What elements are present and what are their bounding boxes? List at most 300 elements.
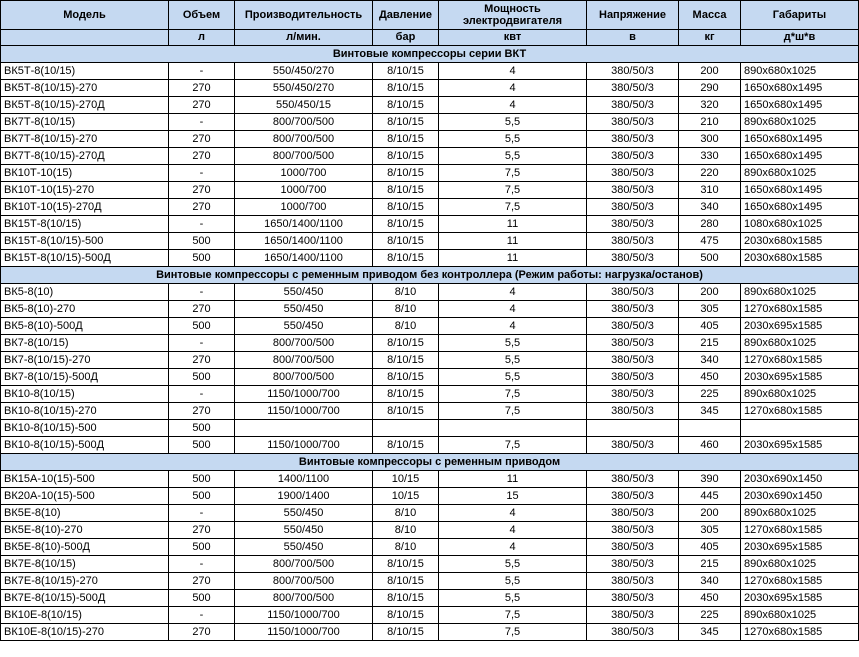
cell-pressure: 8/10/15 <box>373 199 439 216</box>
cell-pressure: 8/10/15 <box>373 131 439 148</box>
cell-model: ВК5-8(10)-500Д <box>1 318 169 335</box>
cell-mass: 305 <box>679 522 741 539</box>
cell-pressure: 8/10/15 <box>373 607 439 624</box>
cell-mass: 330 <box>679 148 741 165</box>
cell-capacity: 550/450/270 <box>235 63 373 80</box>
cell-volume: 500 <box>169 369 235 386</box>
cell-capacity: 550/450 <box>235 318 373 335</box>
cell-motor-power: 5,5 <box>439 114 587 131</box>
cell-capacity: 800/700/500 <box>235 369 373 386</box>
cell-motor-power: 7,5 <box>439 437 587 454</box>
cell-capacity: 1000/700 <box>235 165 373 182</box>
cell-model: ВК5Т-8(10/15)-270Д <box>1 97 169 114</box>
table-row <box>1 369 859 386</box>
cell-model: ВК5Е-8(10) <box>1 505 169 522</box>
cell-mass: 280 <box>679 216 741 233</box>
cell-dimensions: 890x680x1025 <box>741 505 859 522</box>
cell-model: ВК10Е-8(10/15) <box>1 607 169 624</box>
cell-voltage: 380/50/3 <box>587 624 679 641</box>
units-row <box>1 30 859 46</box>
cell-dimensions: 1650x680x1495 <box>741 80 859 97</box>
cell-model: ВК7-8(10/15) <box>1 335 169 352</box>
cell-capacity: 1150/1000/700 <box>235 386 373 403</box>
cell-volume: 500 <box>169 539 235 556</box>
cell-voltage: 380/50/3 <box>587 63 679 80</box>
cell-voltage: 380/50/3 <box>587 114 679 131</box>
cell-volume: 500 <box>169 471 235 488</box>
cell-dimensions: 1270x680x1585 <box>741 522 859 539</box>
cell-capacity: 1650/1400/1100 <box>235 233 373 250</box>
unit-pressure: бар <box>373 30 439 46</box>
cell-voltage: 380/50/3 <box>587 403 679 420</box>
unit-motor-power: квт <box>439 30 587 46</box>
cell-mass: 340 <box>679 352 741 369</box>
cell-voltage: 380/50/3 <box>587 148 679 165</box>
table-row <box>1 318 859 335</box>
cell-motor-power: 4 <box>439 522 587 539</box>
cell-motor-power: 4 <box>439 301 587 318</box>
cell-dimensions: 1650x680x1495 <box>741 182 859 199</box>
unit-volume: л <box>169 30 235 46</box>
cell-capacity: 1400/1100 <box>235 471 373 488</box>
cell-mass: 405 <box>679 318 741 335</box>
cell-motor-power: 4 <box>439 539 587 556</box>
cell-mass: 310 <box>679 182 741 199</box>
cell-mass: 210 <box>679 114 741 131</box>
cell-volume: 500 <box>169 250 235 267</box>
cell-volume: - <box>169 335 235 352</box>
cell-motor-power: 11 <box>439 471 587 488</box>
cell-mass: 450 <box>679 369 741 386</box>
cell-voltage: 380/50/3 <box>587 556 679 573</box>
cell-model: ВК7Е-8(10/15)-270 <box>1 573 169 590</box>
section-title: Винтовые компрессоры серии ВКТ <box>1 46 859 63</box>
header-row <box>1 1 859 30</box>
header-pressure: Давление <box>373 1 439 30</box>
cell-model: ВК7-8(10/15)-500Д <box>1 369 169 386</box>
cell-pressure: 8/10 <box>373 284 439 301</box>
cell-mass: 225 <box>679 607 741 624</box>
cell-mass: 450 <box>679 590 741 607</box>
cell-dimensions: 1270x680x1585 <box>741 624 859 641</box>
cell-motor-power: 4 <box>439 284 587 301</box>
cell-motor-power: 5,5 <box>439 556 587 573</box>
cell-dimensions: 2030x695x1585 <box>741 318 859 335</box>
cell-pressure: 8/10 <box>373 539 439 556</box>
cell-mass: 225 <box>679 386 741 403</box>
cell-mass: 390 <box>679 471 741 488</box>
cell-volume: - <box>169 114 235 131</box>
cell-pressure: 8/10/15 <box>373 352 439 369</box>
cell-dimensions: 2030x680x1585 <box>741 250 859 267</box>
cell-mass: 220 <box>679 165 741 182</box>
cell-voltage <box>587 420 679 437</box>
cell-mass: 345 <box>679 624 741 641</box>
cell-capacity: 800/700/500 <box>235 573 373 590</box>
cell-dimensions: 2030x690x1450 <box>741 488 859 505</box>
cell-voltage: 380/50/3 <box>587 284 679 301</box>
cell-pressure: 8/10/15 <box>373 369 439 386</box>
cell-motor-power: 5,5 <box>439 352 587 369</box>
cell-volume: - <box>169 607 235 624</box>
unit-dimensions: д*ш*в <box>741 30 859 46</box>
cell-voltage: 380/50/3 <box>587 386 679 403</box>
cell-model: ВК7Т-8(10/15)-270Д <box>1 148 169 165</box>
table-row <box>1 556 859 573</box>
section-header-row <box>1 454 859 471</box>
cell-dimensions: 890x680x1025 <box>741 335 859 352</box>
cell-volume: 270 <box>169 182 235 199</box>
cell-pressure: 8/10/15 <box>373 437 439 454</box>
header-voltage: Напряжение <box>587 1 679 30</box>
header-model: Модель <box>1 1 169 30</box>
table-row <box>1 63 859 80</box>
cell-mass: 500 <box>679 250 741 267</box>
cell-dimensions: 890x680x1025 <box>741 607 859 624</box>
cell-mass: 340 <box>679 199 741 216</box>
cell-volume: 500 <box>169 590 235 607</box>
cell-pressure: 8/10/15 <box>373 97 439 114</box>
cell-volume: 270 <box>169 199 235 216</box>
cell-model: ВК10Е-8(10/15)-270 <box>1 624 169 641</box>
cell-volume: 270 <box>169 573 235 590</box>
cell-dimensions: 1270x680x1585 <box>741 403 859 420</box>
cell-motor-power: 7,5 <box>439 182 587 199</box>
cell-dimensions <box>741 420 859 437</box>
cell-motor-power: 5,5 <box>439 369 587 386</box>
cell-pressure: 8/10/15 <box>373 624 439 641</box>
cell-model: ВК10Т-10(15) <box>1 165 169 182</box>
cell-dimensions: 1270x680x1585 <box>741 301 859 318</box>
table-row <box>1 148 859 165</box>
cell-dimensions: 2030x695x1585 <box>741 437 859 454</box>
cell-pressure: 8/10/15 <box>373 233 439 250</box>
table-row <box>1 165 859 182</box>
cell-model: ВК10Т-10(15)-270 <box>1 182 169 199</box>
cell-voltage: 380/50/3 <box>587 301 679 318</box>
cell-capacity: 550/450/15 <box>235 97 373 114</box>
cell-dimensions: 2030x695x1585 <box>741 369 859 386</box>
cell-voltage: 380/50/3 <box>587 590 679 607</box>
cell-capacity: 550/450 <box>235 522 373 539</box>
table-row <box>1 488 859 505</box>
cell-voltage: 380/50/3 <box>587 250 679 267</box>
table-row <box>1 284 859 301</box>
cell-pressure: 8/10/15 <box>373 80 439 97</box>
table-row <box>1 590 859 607</box>
cell-capacity: 550/450 <box>235 505 373 522</box>
table-row <box>1 471 859 488</box>
unit-mass: кг <box>679 30 741 46</box>
cell-volume: 270 <box>169 97 235 114</box>
cell-mass: 215 <box>679 556 741 573</box>
cell-voltage: 380/50/3 <box>587 335 679 352</box>
cell-capacity: 1150/1000/700 <box>235 607 373 624</box>
cell-voltage: 380/50/3 <box>587 505 679 522</box>
cell-volume: 270 <box>169 403 235 420</box>
cell-model: ВК5-8(10) <box>1 284 169 301</box>
table-row <box>1 352 859 369</box>
cell-motor-power: 5,5 <box>439 590 587 607</box>
cell-voltage: 380/50/3 <box>587 80 679 97</box>
cell-capacity: 550/450/270 <box>235 80 373 97</box>
cell-model: ВК10-8(10/15) <box>1 386 169 403</box>
table-row <box>1 114 859 131</box>
cell-pressure: 8/10 <box>373 522 439 539</box>
cell-capacity: 1900/1400 <box>235 488 373 505</box>
cell-capacity: 800/700/500 <box>235 148 373 165</box>
cell-model: ВК10-8(10/15)-500Д <box>1 437 169 454</box>
table-row <box>1 182 859 199</box>
cell-capacity: 800/700/500 <box>235 114 373 131</box>
cell-capacity: 1650/1400/1100 <box>235 216 373 233</box>
cell-mass: 200 <box>679 284 741 301</box>
cell-dimensions: 1650x680x1495 <box>741 131 859 148</box>
cell-model: ВК7-8(10/15)-270 <box>1 352 169 369</box>
cell-voltage: 380/50/3 <box>587 352 679 369</box>
cell-motor-power: 7,5 <box>439 165 587 182</box>
cell-dimensions: 1650x680x1495 <box>741 199 859 216</box>
header-mass: Масса <box>679 1 741 30</box>
cell-voltage: 380/50/3 <box>587 607 679 624</box>
cell-capacity <box>235 420 373 437</box>
cell-volume: - <box>169 165 235 182</box>
cell-model: ВК5Т-8(10/15) <box>1 63 169 80</box>
cell-mass: 305 <box>679 301 741 318</box>
table-row <box>1 335 859 352</box>
table-row <box>1 437 859 454</box>
cell-volume: 270 <box>169 148 235 165</box>
cell-pressure: 8/10/15 <box>373 556 439 573</box>
cell-capacity: 1150/1000/700 <box>235 437 373 454</box>
cell-voltage: 380/50/3 <box>587 199 679 216</box>
cell-volume: 500 <box>169 420 235 437</box>
table-row <box>1 131 859 148</box>
cell-volume: 270 <box>169 624 235 641</box>
cell-voltage: 380/50/3 <box>587 165 679 182</box>
header-dimensions: Габариты <box>741 1 859 30</box>
cell-volume: 500 <box>169 233 235 250</box>
cell-volume: 500 <box>169 488 235 505</box>
cell-volume: 270 <box>169 301 235 318</box>
table-row <box>1 199 859 216</box>
cell-model: ВК10Т-10(15)-270Д <box>1 199 169 216</box>
cell-capacity: 800/700/500 <box>235 590 373 607</box>
unit-capacity: л/мин. <box>235 30 373 46</box>
cell-pressure: 8/10/15 <box>373 148 439 165</box>
cell-capacity: 800/700/500 <box>235 131 373 148</box>
cell-motor-power: 5,5 <box>439 573 587 590</box>
cell-voltage: 380/50/3 <box>587 488 679 505</box>
cell-volume: - <box>169 386 235 403</box>
cell-motor-power: 5,5 <box>439 148 587 165</box>
cell-dimensions: 890x680x1025 <box>741 63 859 80</box>
cell-dimensions: 1650x680x1495 <box>741 148 859 165</box>
cell-pressure: 8/10/15 <box>373 250 439 267</box>
cell-capacity: 1150/1000/700 <box>235 403 373 420</box>
cell-mass: 290 <box>679 80 741 97</box>
cell-model: ВК5-8(10)-270 <box>1 301 169 318</box>
cell-model: ВК7Е-8(10/15) <box>1 556 169 573</box>
cell-motor-power: 7,5 <box>439 624 587 641</box>
cell-volume: - <box>169 63 235 80</box>
cell-model: ВК10-8(10/15)-270 <box>1 403 169 420</box>
table-row <box>1 80 859 97</box>
cell-model: ВК5Е-8(10)-500Д <box>1 539 169 556</box>
section-header-row <box>1 46 859 63</box>
cell-volume: 270 <box>169 80 235 97</box>
cell-capacity: 550/450 <box>235 301 373 318</box>
table-row <box>1 233 859 250</box>
cell-dimensions: 2030x695x1585 <box>741 539 859 556</box>
cell-voltage: 380/50/3 <box>587 97 679 114</box>
cell-mass: 460 <box>679 437 741 454</box>
table-row <box>1 573 859 590</box>
cell-voltage: 380/50/3 <box>587 233 679 250</box>
cell-pressure: 8/10 <box>373 318 439 335</box>
section-header-row <box>1 267 859 284</box>
table-row <box>1 386 859 403</box>
cell-voltage: 380/50/3 <box>587 573 679 590</box>
section-title: Винтовые компрессоры с ременным приводом <box>1 454 859 471</box>
cell-model: ВК20А-10(15)-500 <box>1 488 169 505</box>
cell-motor-power: 4 <box>439 97 587 114</box>
cell-dimensions: 2030x680x1585 <box>741 233 859 250</box>
cell-voltage: 380/50/3 <box>587 369 679 386</box>
cell-volume: 270 <box>169 522 235 539</box>
cell-mass <box>679 420 741 437</box>
cell-dimensions: 2030x690x1450 <box>741 471 859 488</box>
cell-mass: 345 <box>679 403 741 420</box>
cell-model: ВК10-8(10/15)-500 <box>1 420 169 437</box>
cell-motor-power: 7,5 <box>439 199 587 216</box>
cell-volume: 500 <box>169 318 235 335</box>
cell-model: ВК5Е-8(10)-270 <box>1 522 169 539</box>
cell-capacity: 800/700/500 <box>235 335 373 352</box>
cell-voltage: 380/50/3 <box>587 437 679 454</box>
table-row <box>1 301 859 318</box>
cell-voltage: 380/50/3 <box>587 318 679 335</box>
header-motor-power: Мощность электродвигателя <box>439 1 587 30</box>
cell-motor-power: 4 <box>439 63 587 80</box>
cell-volume: 270 <box>169 352 235 369</box>
cell-pressure: 10/15 <box>373 471 439 488</box>
cell-capacity: 1000/700 <box>235 182 373 199</box>
cell-dimensions: 890x680x1025 <box>741 556 859 573</box>
cell-mass: 215 <box>679 335 741 352</box>
table-row <box>1 624 859 641</box>
cell-pressure <box>373 420 439 437</box>
cell-motor-power: 4 <box>439 505 587 522</box>
cell-dimensions: 1270x680x1585 <box>741 573 859 590</box>
cell-motor-power: 4 <box>439 318 587 335</box>
cell-model: ВК15Т-8(10/15)-500Д <box>1 250 169 267</box>
cell-volume: - <box>169 284 235 301</box>
cell-model: ВК7Т-8(10/15) <box>1 114 169 131</box>
cell-model: ВК15А-10(15)-500 <box>1 471 169 488</box>
cell-volume: - <box>169 505 235 522</box>
cell-dimensions: 1080x680x1025 <box>741 216 859 233</box>
cell-capacity: 550/450 <box>235 284 373 301</box>
cell-pressure: 8/10/15 <box>373 165 439 182</box>
cell-volume: 270 <box>169 131 235 148</box>
cell-voltage: 380/50/3 <box>587 216 679 233</box>
cell-capacity: 1150/1000/700 <box>235 624 373 641</box>
cell-dimensions: 890x680x1025 <box>741 386 859 403</box>
table-row <box>1 216 859 233</box>
cell-motor-power: 5,5 <box>439 335 587 352</box>
cell-dimensions: 1650x680x1495 <box>741 97 859 114</box>
cell-volume: 500 <box>169 437 235 454</box>
cell-pressure: 8/10 <box>373 505 439 522</box>
cell-capacity: 1650/1400/1100 <box>235 250 373 267</box>
cell-motor-power: 4 <box>439 80 587 97</box>
cell-motor-power: 11 <box>439 250 587 267</box>
table-row <box>1 607 859 624</box>
cell-motor-power: 5,5 <box>439 131 587 148</box>
cell-pressure: 8/10/15 <box>373 182 439 199</box>
cell-mass: 445 <box>679 488 741 505</box>
cell-pressure: 8/10/15 <box>373 216 439 233</box>
cell-motor-power: 7,5 <box>439 607 587 624</box>
cell-mass: 405 <box>679 539 741 556</box>
cell-model: ВК5Т-8(10/15)-270 <box>1 80 169 97</box>
table-body <box>1 46 859 641</box>
cell-pressure: 8/10/15 <box>373 114 439 131</box>
cell-dimensions: 1270x680x1585 <box>741 352 859 369</box>
cell-motor-power: 7,5 <box>439 403 587 420</box>
cell-motor-power: 15 <box>439 488 587 505</box>
header-capacity: Производительность <box>235 1 373 30</box>
cell-capacity: 550/450 <box>235 539 373 556</box>
cell-model: ВК15Т-8(10/15) <box>1 216 169 233</box>
cell-voltage: 380/50/3 <box>587 131 679 148</box>
cell-model: ВК15Т-8(10/15)-500 <box>1 233 169 250</box>
cell-mass: 200 <box>679 63 741 80</box>
cell-motor-power: 11 <box>439 216 587 233</box>
section-title: Винтовые компрессоры с ременным приводом без контроллера (Режим работы: нагрузка/останов) <box>1 267 859 284</box>
cell-motor-power: 7,5 <box>439 386 587 403</box>
table-row <box>1 505 859 522</box>
cell-pressure: 8/10 <box>373 301 439 318</box>
cell-model: ВК7Т-8(10/15)-270 <box>1 131 169 148</box>
cell-voltage: 380/50/3 <box>587 522 679 539</box>
cell-pressure: 10/15 <box>373 488 439 505</box>
cell-pressure: 8/10/15 <box>373 63 439 80</box>
cell-dimensions: 890x680x1025 <box>741 284 859 301</box>
cell-dimensions: 2030x695x1585 <box>741 590 859 607</box>
table-row <box>1 250 859 267</box>
cell-voltage: 380/50/3 <box>587 182 679 199</box>
cell-pressure: 8/10/15 <box>373 386 439 403</box>
cell-capacity: 1000/700 <box>235 199 373 216</box>
cell-pressure: 8/10/15 <box>373 573 439 590</box>
cell-volume: - <box>169 556 235 573</box>
cell-dimensions: 890x680x1025 <box>741 114 859 131</box>
cell-mass: 320 <box>679 97 741 114</box>
cell-dimensions: 890x680x1025 <box>741 165 859 182</box>
table-row <box>1 522 859 539</box>
cell-mass: 200 <box>679 505 741 522</box>
cell-voltage: 380/50/3 <box>587 471 679 488</box>
cell-motor-power: 11 <box>439 233 587 250</box>
cell-voltage: 380/50/3 <box>587 539 679 556</box>
table-row <box>1 403 859 420</box>
unit-voltage: в <box>587 30 679 46</box>
cell-mass: 475 <box>679 233 741 250</box>
cell-pressure: 8/10/15 <box>373 335 439 352</box>
cell-pressure: 8/10/15 <box>373 590 439 607</box>
